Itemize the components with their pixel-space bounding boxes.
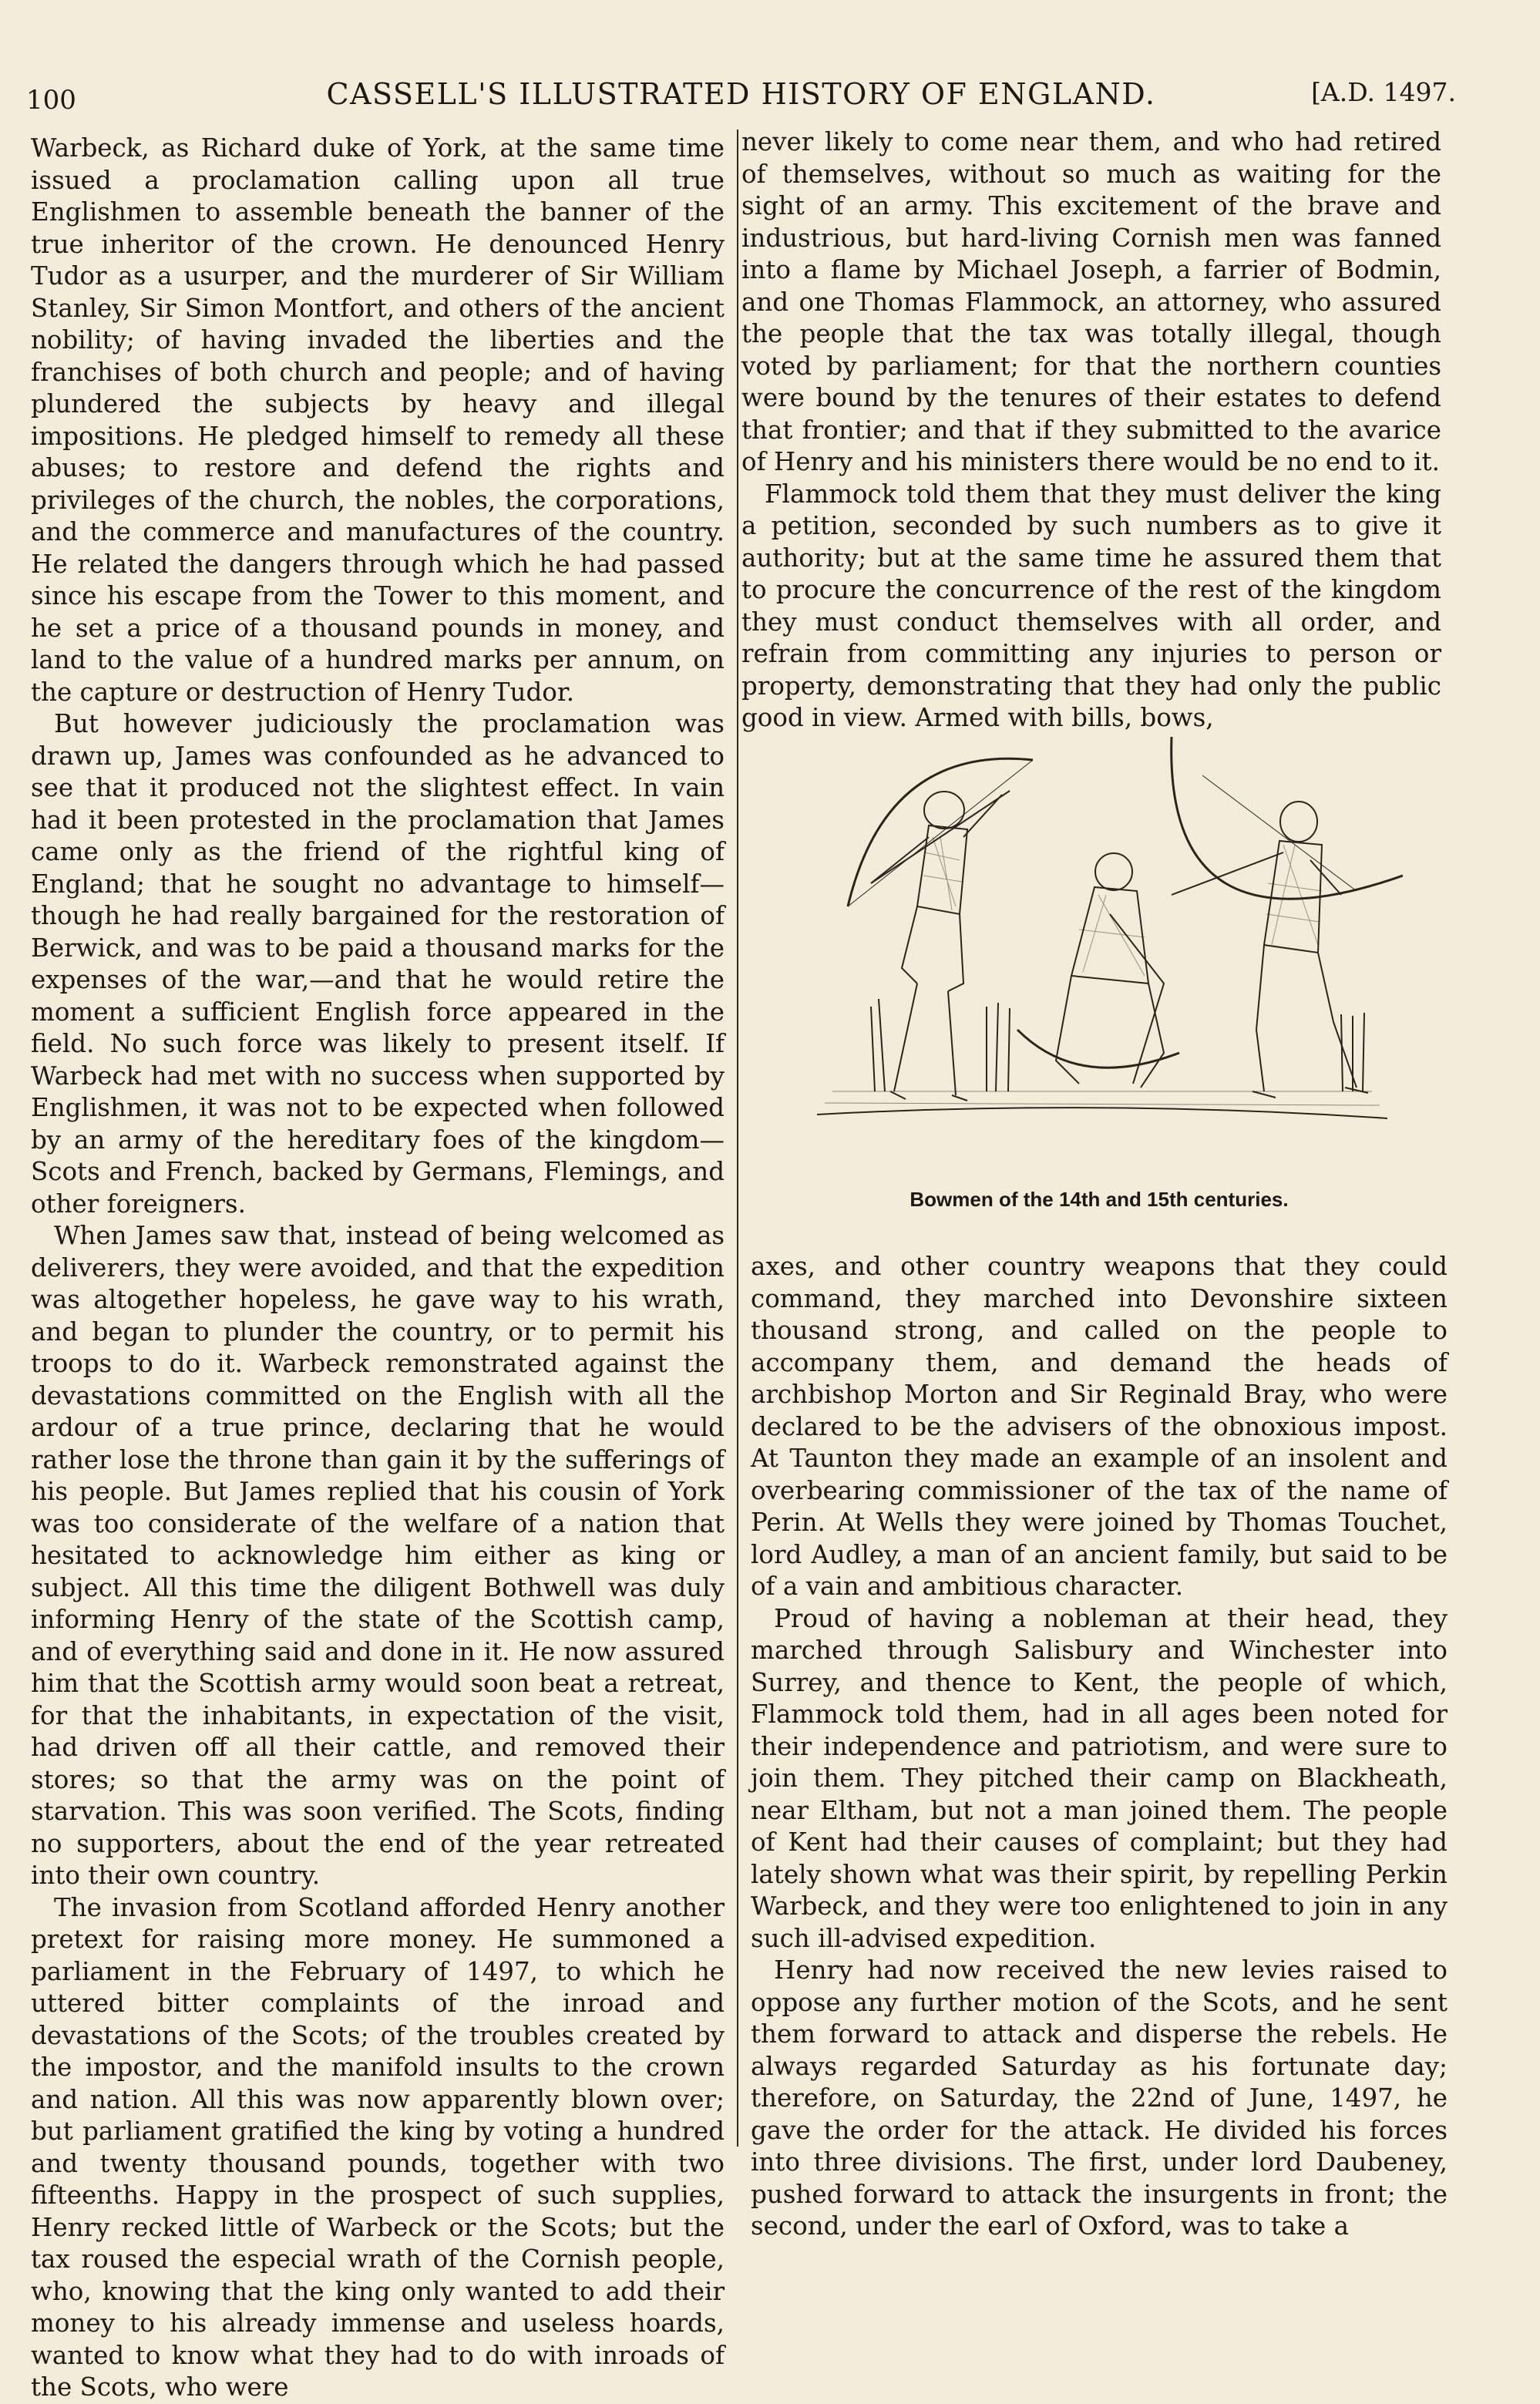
page-header	[26, 71, 1456, 116]
paragraph: The invasion from Scotland afforded Henry another pretext for raising more money. He summoned a parliament in the February of 1497, to which he uttered bitter complaints of the inroad and devastations of the Scots; of the troubles created by the impostor, and the manifold insults to the crown and nation. All this was now apparently blown over; but parliament gratified the king by voting a hundred and twenty thousand pounds, together with two fifteenths. Happy in the prospect of such supplies, Henry recked little of Warbeck or the Scots; but the tax roused the especial wrath of the Cornish people, who, knowing that the king only wanted to add their money to his already immense and useless hoards, wanted to know what they had to do with inroads of the Scots, who were	[31, 1892, 725, 2402]
bowmen-engraving	[802, 729, 1403, 1138]
column-divider	[737, 129, 738, 2147]
running-title: CASSELL'S ILLUSTRATED HISTORY OF ENGLAND.	[326, 77, 1156, 111]
right-column-top	[741, 126, 1441, 735]
paragraph: Warbeck, as Richard duke of York, at the same time issued a proclamation calling upon all true Englishmen to assemble beneath the banner of the true inheritor of the crown. He denounced Henry Tudor as a usurper, and the murderer of Sir William Stanley, Sir Simon Montfort, and others of the ancient nobility; of having invaded the liberties and the franchises of both church and people; and of having plundered the subjects by heavy and illegal impositions. He pledged himself to remedy all these abuses; to restore and defend the rights and privileges of the church, the nobles, the corporations, and the commerce and manufactures of the country. He related the dangers through which he had passed since his escape from the Tower to this moment, and he set a price of a thousand pounds in money, and land to the value of a hundred marks per annum, on the capture or destruction of Henry Tudor.	[31, 133, 725, 707]
paragraph: never likely to come near them, and who had retired of themselves, without so much as waiting for the sight of an army. This excitement of the brave and industrious, but hard-living Cornish men was fanned into a flame by Michael Joseph, a farrier of Bodmin, and one Thomas Flammock, an attorney, who assured the people that the tax was totally illegal, though voted by parliament; for that the northern counties were bound by the tenures of their estates to defend that frontier; and that if they submitted to the avarice of Henry and his ministers there would be no end to it.	[741, 127, 1441, 476]
bowmen-illustration	[802, 729, 1403, 1138]
paragraph: Flammock told them that they must deliver the king a petition, seconded by such numbers as to give it authority; but at the same time he assured them that to procure the concurrence of the rest of the kingdom they must conduct themselves with all order, and refrain from committing any injuries to person or property, demonstrating that they had only the public good in view. Armed with bills, bows,	[741, 479, 1441, 732]
running-date: [A.D. 1497.	[1311, 77, 1456, 107]
paragraph: Henry had now received the new levies raised to oppose any further motion of the Scots, and he sent them forward to attack and disperse the rebels. He always regarded Saturday as his fortunate day; therefore, on Saturday, the 22nd of June, 1497, he gave the order for the attack. He divided his forces into three divisions. The first, under lord Daubeney, pushed forward to attack the insurgents in front; the second, under the earl of Oxford, was to take a	[751, 1955, 1448, 2241]
figure-caption: Bowmen of the 14th and 15th centuries.	[910, 1188, 1289, 1211]
paragraph: axes, and other country weapons that they could command, they marched into Devonshire sixteen thousand strong, and called on the people to accompany them, and demand the heads of archbishop Morton and Sir Reginald Bray, who were declared to be the advisers of the obnoxious impost. At Taunton they made an example of an insolent and overbearing commissioner of the tax of the name of Perin. At Wells they were joined by Thomas Touchet, lord Audley, a man of an ancient family, but said to be of a vain and ambitious character.	[751, 1252, 1448, 1601]
right-column-bottom	[751, 1251, 1448, 2243]
paragraph: When James saw that, instead of being welcomed as deliverers, they were avoided, and that the expedition was altogether hopeless, he gave way to his wrath, and began to plunder the country, or to permit his troops to do it. Warbeck remonstrated against the devastations committed on the English with all the ardour of a true prince, declaring that he would rather lose the throne than gain it by the sufferings of his people. But James replied that his cousin of York was too considerate of the welfare of a nation that hesitated to acknowledge him either as king or subject. All this time the diligent Bothwell was duly informing Henry of the state of the Scottish camp, and of everything said and done in it. He now assured him that the Scottish army would soon beat a retreat, for that the inhabitants, in expectation of the visit, had driven off all their cattle, and removed their stores; so that the army was on the point of starvation. This was soon verified. The Scots, finding no supporters, about the end of the year retreated into their own country.	[31, 1221, 725, 1890]
left-column	[31, 133, 725, 2404]
paragraph: But however judiciously the proclamation was drawn up, James was confounded as he advanced to see that it produced not the slightest effect. In vain had it been protested in the proclamation that James came only as the friend of the rightful king of England; that he sought no advantage to himself—though he had really bargained for the restoration of Berwick, and was to be paid a thousand marks for the expenses of the war,—and that he would retire the moment a sufficient English force appeared in the field. No such force was likely to present itself. If Warbeck had met with no success when supported by Englishmen, it was not to be expected when followed by an army of the hereditary foes of the kingdom—Scots and French, backed by Germans, Flemings, and other foreigners.	[31, 709, 725, 1219]
paragraph: Proud of having a nobleman at their head, they marched through Salisbury and Winchester into Surrey, and thence to Kent, the people of which, Flammock told them, had in all ages been noted for their independence and patriotism, and were sure to join them. They pitched their camp on Blackheath, near Eltham, but not a man joined them. The people of Kent had their causes of complaint; but they had lately shown what was their spirit, by repelling Perkin Warbeck, and they were too enlightened to join in any such ill-advised expedition.	[751, 1603, 1448, 1953]
page-number: 100	[26, 85, 76, 116]
